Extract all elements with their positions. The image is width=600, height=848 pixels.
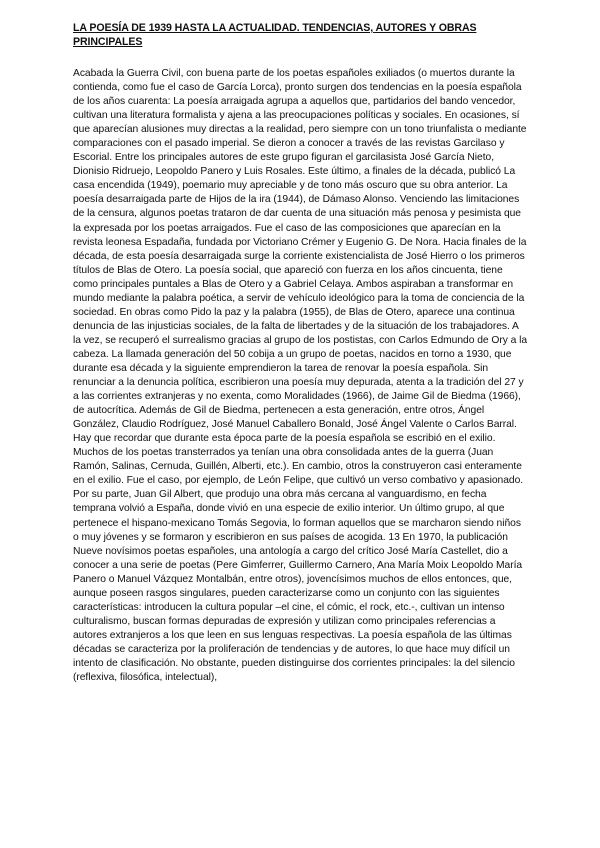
- document-title: LA POESÍA DE 1939 HASTA LA ACTUALIDAD. TENDENCIAS, AUTORES Y OBRAS PRINCIPALES: [73, 22, 477, 48]
- document-body: Acabada la Guerra Civil, con buena parte de los poetas españoles exiliados (o muertos durante la contienda, como fue el caso de García Lorca), pronto surgen dos tendencias en la poesía española de los años cuarenta: La poesía arraigada agrupa a aquellos que, partidarios del bando vencedor, cultivan una literatura formalista y ajena a las preocupaciones políticas y sociales. En ocasiones, sí que aparecían alusiones muy directas a la realidad, pero siempre con un tono triunfalista o mediante comparaciones con el pasado imperial. Se dieron a conocer a través de las revistas Garcilaso y Escorial. Entre los principales autores de este grupo figuran el garcilasista José García Nieto, Dionisio Ridruejo, Leopoldo Panero y Luis Rosales. Este último, a finales de la década, publicó La casa encendida (1949), poemario muy apreciable y de tono más oscuro que su obra anterior. La poesía desarraigada parte de Hijos de la ira (1944), de Dámaso Alonso. Venciendo las limitaciones de la censura, algunos poetas trataron de dar cuenta de una situación más penosa y pesimista que la expresada por los poetas arraigados. Fue el caso de las composiciones que aparecían en la revista leonesa Espadaña, fundada por Victoriano Crémer y Eugenio G. De Nora. Hacia finales de la década, de esta poesía desarraigada surge la corriente existencialista de José Hierro o los primeros títulos de Blas de Otero. La poesía social, que apareció con fuerza en los años cincuenta, tiene como principales puntales a Blas de Otero y a Gabriel Celaya. Ambos aspiraban a transformar en mundo mediante la palabra poética, a servir de vehículo ideológico para la toma de conciencia de la sociedad. En obras como Pido la paz y la palabra (1955), de Blas de Otero, aparece una continua denuncia de las injusticias sociales, de la falta de libertades y de la situación de los trabajadores. A la vez, se recuperó el surrealismo gracias al grupo de los postistas, con Carlos Edmundo de Ory a la cabeza. La llamada generación del 50 cobija a un grupo de poetas, nacidos en torno a 1930, que durante esa década y la siguiente emprendieron la tarea de renovar la poesía española. Sin renunciar a la denuncia política, escribieron una poesía muy depurada, atenta a la tradición del 27 y a las corrientes extranjeras y no exenta, como Moralidades (1966), de Jaime Gil de Biedma (1966), de autocrítica. Además de Gil de Biedma, pertenecen a esta generación, entre otros, Ángel González, Claudio Rodríguez, José Manuel Caballero Bonald, José Ángel Valente o Carlos Barral. Hay que recordar que durante esta época parte de la poesía española se escribió en el exilio. Muchos de los poetas transterrados ya tenían una obra consolidada antes de la guerra (Juan Ramón, Salinas, Cernuda, Guillén, Alberti, etc.). En cambio, otros la construyeron casi enteramente en el exilio. Fue el caso, por ejemplo, de León Felipe, que cultivó un verso combativo y apasionado. Por su parte, Juan Gil Albert, que produjo una obra más cercana al vanguardismo, en fecha temprana volvió a España, donde vivió en una especie de exilio interior. Un último grupo, al que pertenece el hispano-mexicano Tomás Segovia, lo forman aquellos que se marcharon siendo niños o muy jóvenes y se formaron y escribieron en sus países de acogida. 13 En 1970, la publicación Nueve novísimos poetas españoles, una antología a cargo del crítico José María Castellet, dio a conocer a una serie de poetas (Pere Gimferrer, Guillermo Carnero, Ana María Moix Leopoldo María Panero o Manuel Vázquez Montalbán, entre otros), jovencísimos muchos de ellos entonces, que, aunque poseen rasgos singulares, pueden caracterizarse como un conjunto con las siguientes características: introducen la cultura popular –el cine, el cómic, el rock, etc.-, cultivan un intenso culturalismo, buscan formas depuradas de expresión y utilizan como principales referencias a autores extranjeros a los que leen en sus lenguas respectivas. La poesía española de las últimas décadas se caracteriza por la proliferación de tendencias y de autores, lo que hace muy difícil un intento de clasificación. No obstante, pueden distinguirse dos corrientes principales: la del silencio (reflexiva, filosófica, intelectual),: [73, 68, 528, 684]
